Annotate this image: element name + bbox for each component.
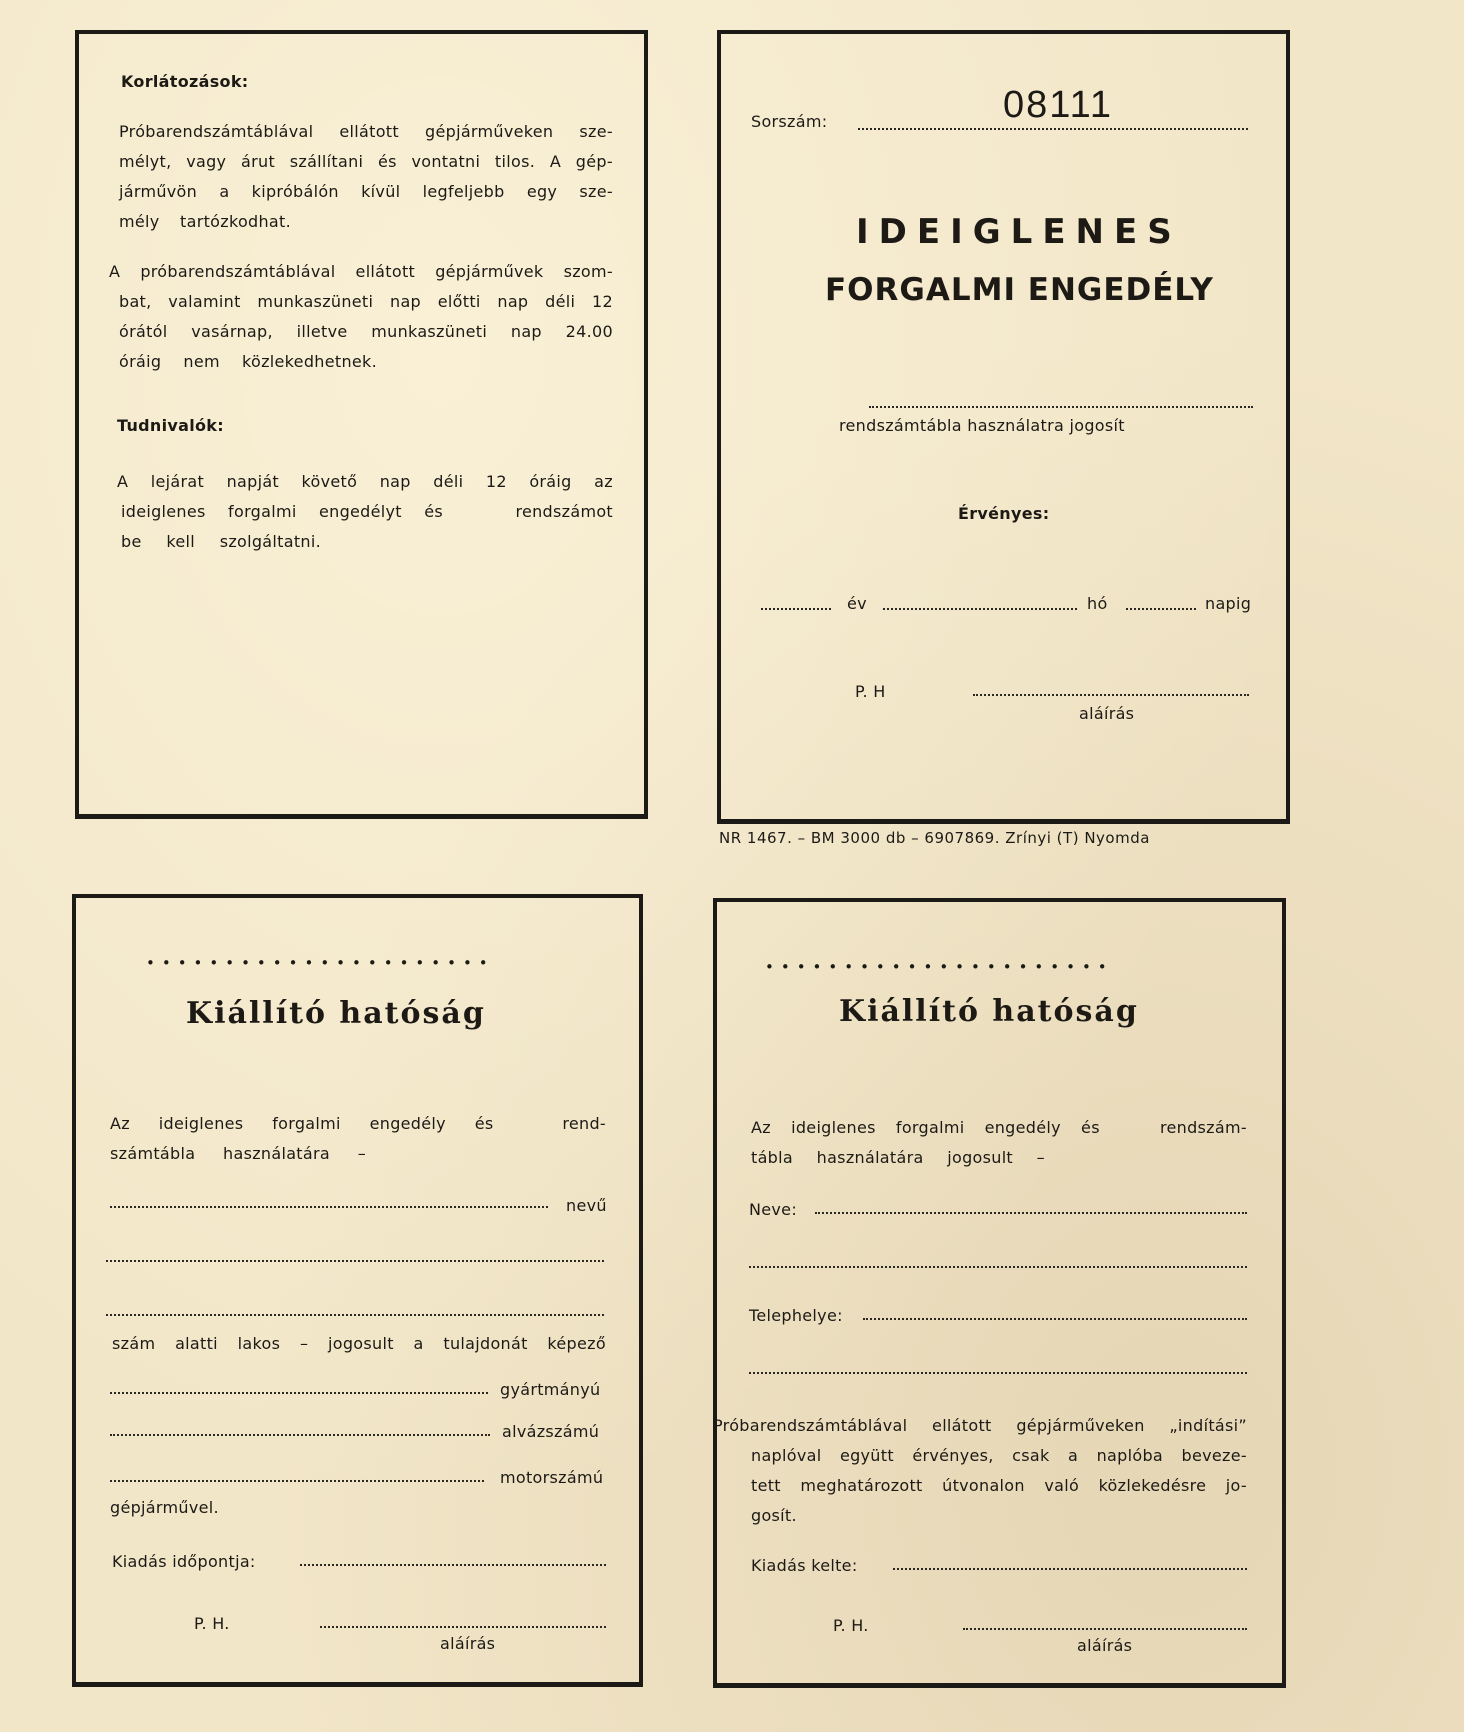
word: forgalmi	[895, 1118, 965, 1137]
stamp-label: P. H	[855, 682, 886, 701]
word: nap	[390, 292, 422, 311]
engine-dotted-line	[110, 1480, 484, 1482]
restrictions-line-2	[119, 152, 613, 171]
word: mély	[119, 212, 160, 231]
word: próbarendszámtáblával	[140, 262, 336, 281]
day-dotted-line	[1126, 608, 1196, 610]
word: vasárnap,	[191, 322, 273, 341]
word: vagy	[186, 152, 227, 171]
word: rendszám-	[1159, 1118, 1247, 1137]
word: naplóba	[1096, 1446, 1164, 1465]
word: órától	[119, 322, 168, 341]
word: használatára	[816, 1148, 924, 1167]
vehicle-word: gépjárművel.	[110, 1498, 219, 1517]
make-dotted-line	[110, 1392, 488, 1394]
word: nem	[183, 352, 220, 371]
word: forgalmi	[272, 1114, 341, 1133]
serial-number: 08111	[1003, 84, 1114, 126]
signature-label: aláírás	[1077, 1636, 1133, 1655]
word: 24.00	[565, 322, 613, 341]
word: nap	[497, 292, 529, 311]
word: –	[299, 1334, 309, 1353]
issue-label: Kiadás időpontja:	[112, 1552, 256, 1571]
word: az	[594, 472, 613, 491]
word: járművön	[119, 182, 198, 201]
word: érvényes,	[912, 1446, 994, 1465]
word: sze-	[579, 122, 613, 141]
title-line-2: FORGALMI ENGEDÉLY	[825, 272, 1214, 308]
name-label: Neve:	[749, 1200, 798, 1219]
intro-line-1	[110, 1114, 606, 1133]
word: engedély	[984, 1118, 1061, 1137]
serial-label: Sorszám:	[751, 112, 828, 131]
printer-imprint: NR 1467. – BM 3000 db – 6907869. Zrínyi (T) Nyomda	[719, 829, 1150, 847]
word: kell	[166, 532, 195, 551]
plate-dotted-line	[869, 406, 1253, 408]
word: 12	[592, 292, 613, 311]
word: ellátott	[355, 262, 416, 281]
word: déli	[433, 472, 464, 491]
word: Próbarendszámtáblával	[119, 122, 314, 141]
word: naplóval	[751, 1446, 822, 1465]
validity-line-1	[713, 1416, 1247, 1435]
address-dotted-line-1	[106, 1260, 604, 1262]
address-line	[112, 1334, 606, 1353]
word: tulajdonát	[443, 1334, 528, 1353]
word: tábla	[751, 1148, 793, 1167]
site-dotted-line	[863, 1318, 1247, 1320]
word: munkaszüneti	[371, 322, 488, 341]
word: valamint	[168, 292, 241, 311]
word: szolgáltatni.	[219, 532, 321, 551]
restrictions-heading: Korlátozások:	[121, 72, 249, 91]
issue-dotted-line	[893, 1568, 1247, 1570]
word: vontatni	[411, 152, 481, 171]
word: nap	[510, 322, 542, 341]
word: –	[357, 1144, 366, 1163]
notes-line-1	[117, 472, 613, 491]
make-suffix: gyártmányú	[500, 1380, 601, 1399]
word: használatára	[223, 1144, 330, 1163]
notes-heading: Tudnivalók:	[117, 416, 224, 435]
site-label: Telephelye:	[749, 1306, 843, 1325]
word: és	[474, 1114, 494, 1133]
word: gépjárműveken	[425, 122, 554, 141]
word: a	[413, 1334, 424, 1353]
signature-dotted-line	[963, 1628, 1247, 1630]
word: árut	[241, 152, 276, 171]
word: rendszámot	[515, 502, 613, 521]
word: napját	[226, 472, 280, 491]
word: követő	[301, 472, 358, 491]
title-line-1: IDEIGLENES	[856, 212, 1182, 252]
word: szám	[112, 1334, 156, 1353]
word: sze-	[579, 182, 613, 201]
word: A	[109, 262, 121, 281]
word: „indítási”	[1169, 1416, 1247, 1435]
word: gépjárműveken	[1016, 1416, 1145, 1435]
signature-label: aláírás	[1079, 704, 1135, 723]
restrictions-p2-line-4	[119, 352, 377, 371]
word: bat,	[119, 292, 152, 311]
address-dotted-line-2	[106, 1314, 604, 1316]
word: legfeljebb	[422, 182, 505, 201]
word: ellátott	[339, 122, 399, 141]
word: szom-	[563, 262, 613, 281]
signature-dotted-line	[973, 694, 1249, 696]
word: közlekedhetnek.	[242, 352, 377, 371]
word: illetve	[296, 322, 348, 341]
issuer-panel-left	[72, 894, 643, 1687]
word: csak	[1012, 1446, 1050, 1465]
word: engedélyt	[319, 502, 402, 521]
word: nap	[379, 472, 411, 491]
month-dotted-line	[883, 608, 1077, 610]
word: óráig	[119, 352, 162, 371]
word: mélyt,	[119, 152, 172, 171]
word: együtt	[839, 1446, 894, 1465]
word: lejárat	[150, 472, 205, 491]
restrictions-p2-line-3	[119, 322, 613, 341]
word: ellátott	[932, 1416, 992, 1435]
notes-line-3	[121, 532, 321, 551]
day-label: napig	[1205, 594, 1252, 613]
intro-line-2	[751, 1148, 1045, 1167]
word: tilos.	[494, 152, 536, 171]
year-label: év	[847, 594, 867, 613]
word: munkaszüneti	[257, 292, 374, 311]
site-dotted-line-2	[749, 1372, 1247, 1374]
serial-dotted-line	[858, 128, 1248, 130]
word: egy	[526, 182, 558, 201]
word: képező	[547, 1334, 606, 1353]
permit-cover-panel	[717, 30, 1290, 824]
authority-title: Kiállító hatóság	[186, 996, 486, 1031]
restrictions-p2-line-1	[109, 262, 613, 281]
name-dotted-line	[815, 1212, 1247, 1214]
intro-line-1	[751, 1118, 1247, 1137]
word: szállítani	[289, 152, 364, 171]
year-dotted-line	[761, 608, 831, 610]
word: kipróbálón	[251, 182, 339, 201]
name-dotted-line	[110, 1206, 548, 1208]
word: jogosult	[947, 1148, 1014, 1167]
bullet-row: ••••••••••••••••••••••	[146, 954, 495, 972]
validity-line-4: gosít.	[751, 1506, 797, 1525]
word: a	[219, 182, 230, 201]
word: és	[1081, 1118, 1100, 1137]
word: és	[377, 152, 397, 171]
word: rend-	[562, 1114, 606, 1133]
word: kívül	[361, 182, 401, 201]
word: A	[117, 472, 129, 491]
issue-label: Kiadás kelte:	[751, 1556, 858, 1575]
plate-caption: rendszámtábla használatra jogosít	[839, 416, 1125, 435]
word: meghatározott	[800, 1476, 923, 1495]
word: beveze-	[1181, 1446, 1247, 1465]
intro-line-2	[110, 1144, 366, 1163]
restrictions-panel	[75, 30, 648, 819]
valid-label: Érvényes:	[958, 504, 1050, 523]
issue-dotted-line	[300, 1564, 606, 1566]
word: Az	[751, 1118, 771, 1137]
word: számtábla	[110, 1144, 196, 1163]
word: A	[549, 152, 562, 171]
stamp-label: P. H.	[194, 1614, 230, 1633]
word: közlekedésre	[1098, 1476, 1207, 1495]
word: ideiglenes	[791, 1118, 876, 1137]
issuer-panel-right	[713, 898, 1286, 1688]
word: tartózkodhat.	[180, 212, 291, 231]
name-suffix: nevű	[566, 1196, 607, 1215]
word: jo-	[1225, 1476, 1247, 1495]
month-label: hó	[1087, 594, 1108, 613]
name-dotted-line-2	[749, 1266, 1247, 1268]
validity-line-3	[751, 1476, 1247, 1495]
word: be	[121, 532, 142, 551]
signature-label: aláírás	[440, 1634, 496, 1653]
signature-dotted-line	[320, 1626, 606, 1628]
word: ideiglenes	[158, 1114, 244, 1133]
word: előtti	[437, 292, 481, 311]
word: –	[1036, 1148, 1045, 1167]
authority-title: Kiállító hatóság	[839, 994, 1139, 1029]
word: gép-	[575, 152, 613, 171]
restrictions-line-3	[119, 182, 613, 201]
word: 12	[485, 472, 507, 491]
word: tett	[751, 1476, 781, 1495]
restrictions-line-1	[119, 122, 613, 141]
word: déli	[545, 292, 576, 311]
restrictions-p2-line-2	[119, 292, 613, 311]
word: engedély	[369, 1114, 446, 1133]
stamp-label: P. H.	[833, 1616, 869, 1635]
word: és	[424, 502, 444, 521]
word: lakos	[237, 1334, 281, 1353]
bullet-row: ••••••••••••••••••••••	[765, 958, 1114, 976]
word: ideiglenes	[121, 502, 206, 521]
restrictions-line-4	[119, 212, 291, 231]
word: a	[1068, 1446, 1079, 1465]
word: való	[1044, 1476, 1080, 1495]
chassis-dotted-line	[110, 1434, 490, 1436]
word: alatti	[175, 1334, 218, 1353]
word: Az	[110, 1114, 130, 1133]
chassis-suffix: alvázszámú	[502, 1422, 600, 1441]
word: forgalmi	[228, 502, 297, 521]
engine-suffix: motorszámú	[500, 1468, 604, 1487]
word: útvonalon	[942, 1476, 1025, 1495]
word: óráig	[529, 472, 572, 491]
word: gépjárművek	[435, 262, 544, 281]
word: Próbarendszámtáblával	[713, 1416, 908, 1435]
notes-line-2	[121, 502, 613, 521]
validity-line-2	[751, 1446, 1247, 1465]
word: jogosult	[328, 1334, 394, 1353]
